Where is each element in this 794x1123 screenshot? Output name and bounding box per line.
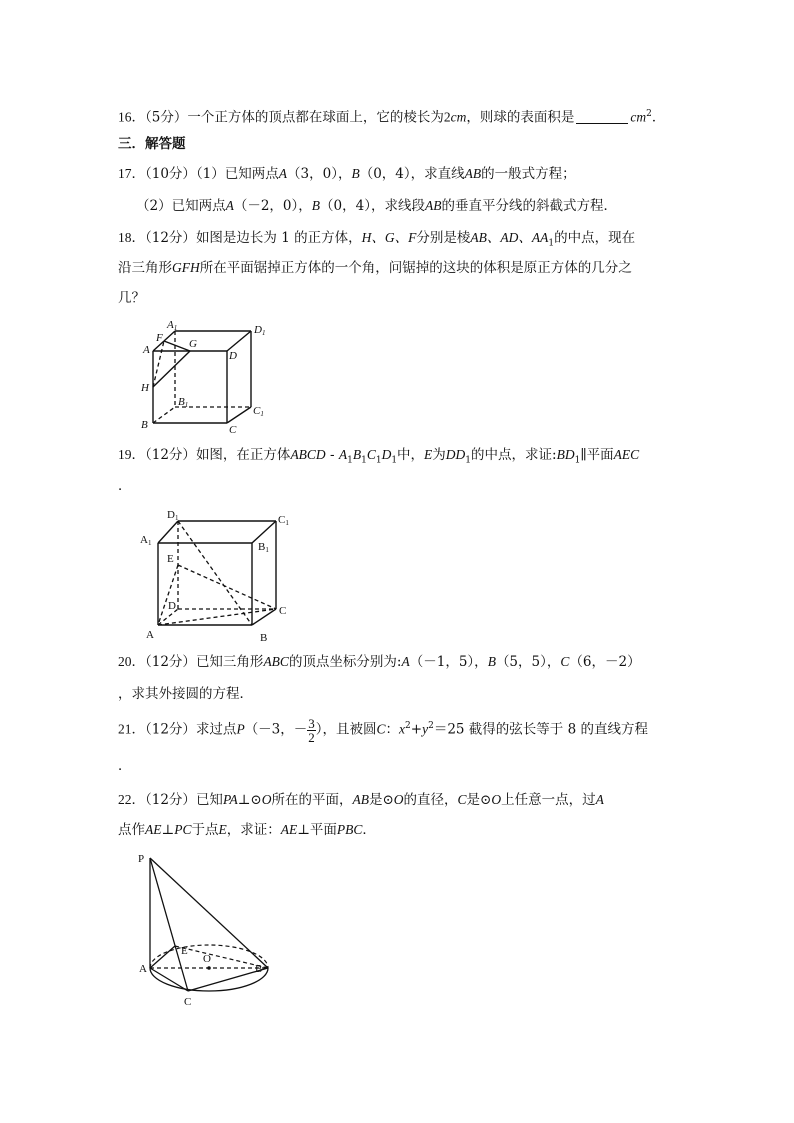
svg-text:A: A [146,629,154,641]
svg-text:D: D [229,350,237,362]
question-16: 16．（5分）一个正方体的顶点都在球面上，它的棱长为2cm，则球的表面积是 $cm^2$． [118,109,666,126]
section-title: 三．解答题 [118,136,186,152]
svg-text:B: B [260,632,268,644]
question-20-line-2: ，求其外接圆的方程． [118,686,253,702]
question-19-line-1: 19．（12分）如图，在正方体ABCD - $A_1B_1C_1D_1$中，E为$DD_1$的中点，求证$:BD_1\parallel$平面AEC [118,447,640,466]
answer-blank[interactable] [576,110,628,124]
center-point [207,966,211,970]
question-18-line-3: 几？ [118,290,145,306]
question-21-line-1: 21．（12分）求过点P（－3，－ $\frac{3}{2}$ ），且被圆C：$x^2+y^2=25$ 截得的弦长等于 8 的直线方程 [118,715,648,745]
svg-text:C1: C1 [278,514,289,527]
svg-text:E: E [181,945,188,957]
svg-text:B1: B1 [258,541,269,554]
svg-text:C: C [279,605,287,617]
svg-text:B1: B1 [178,396,189,409]
svg-text:C: C [184,996,192,1008]
fraction-three-halves: $\frac{3}{2}$ [308,715,315,745]
question-20-line-1: 20．（12分）已知三角形ABC的顶点坐标分别为:A（－1，5），B（5，5），C（6，－2） [118,654,641,670]
question-22-line-1: 22．（12分）已知PA⊥⊙O所在的平面，AB是⊙O的直径，C是⊙O上任意一点，过A [118,792,604,808]
cube-figure-18 [135,315,275,437]
svg-text:A: A [143,344,150,356]
svg-text:B: B [255,963,263,975]
svg-text:A: A [139,963,147,975]
svg-text:H: H [141,382,149,394]
svg-text:D1: D1 [254,324,266,337]
svg-text:G: G [189,338,197,350]
cone-figure-22 [133,848,273,1010]
svg-text:D: D [168,600,176,612]
svg-text:O: O [203,953,211,965]
question-18-line-2: 沿三角形GFH所在平面锯掉正方体的一个角，问锯掉的这块的体积是原正方体的几分之 [118,260,632,276]
svg-text:P: P [138,853,145,865]
question-18-line-1: 18．（12分）如图是边长为 1 的正方体，H、G、F分别是棱AB、AD、$AA_1$的中点，现在 [118,230,636,249]
svg-text:E: E [167,553,174,565]
svg-text:D1: D1 [167,509,179,522]
question-17-part-1: 17．（10分）（1）已知两点A（3，0），B（0，4），求直线AB的一般式方程； [118,166,576,182]
svg-text:C: C [229,424,237,436]
question-17-part-2: （2）已知两点A（－2，0），B（0，4），求线段AB的垂直平分线的斜截式方程． [136,198,617,214]
svg-text:C1: C1 [253,405,264,418]
question-19-line-2: ． [118,478,132,494]
question-22-line-2: 点作AE⊥PC于点E，求证：AE⊥平面PBC． [118,822,376,838]
svg-text:B: B [141,419,148,431]
question-21-line-2: ． [118,758,132,774]
cube-figure-19 [136,505,301,645]
svg-text:A1: A1 [140,534,152,547]
svg-text:A1: A1 [167,319,178,332]
svg-text:F: F [156,332,163,344]
